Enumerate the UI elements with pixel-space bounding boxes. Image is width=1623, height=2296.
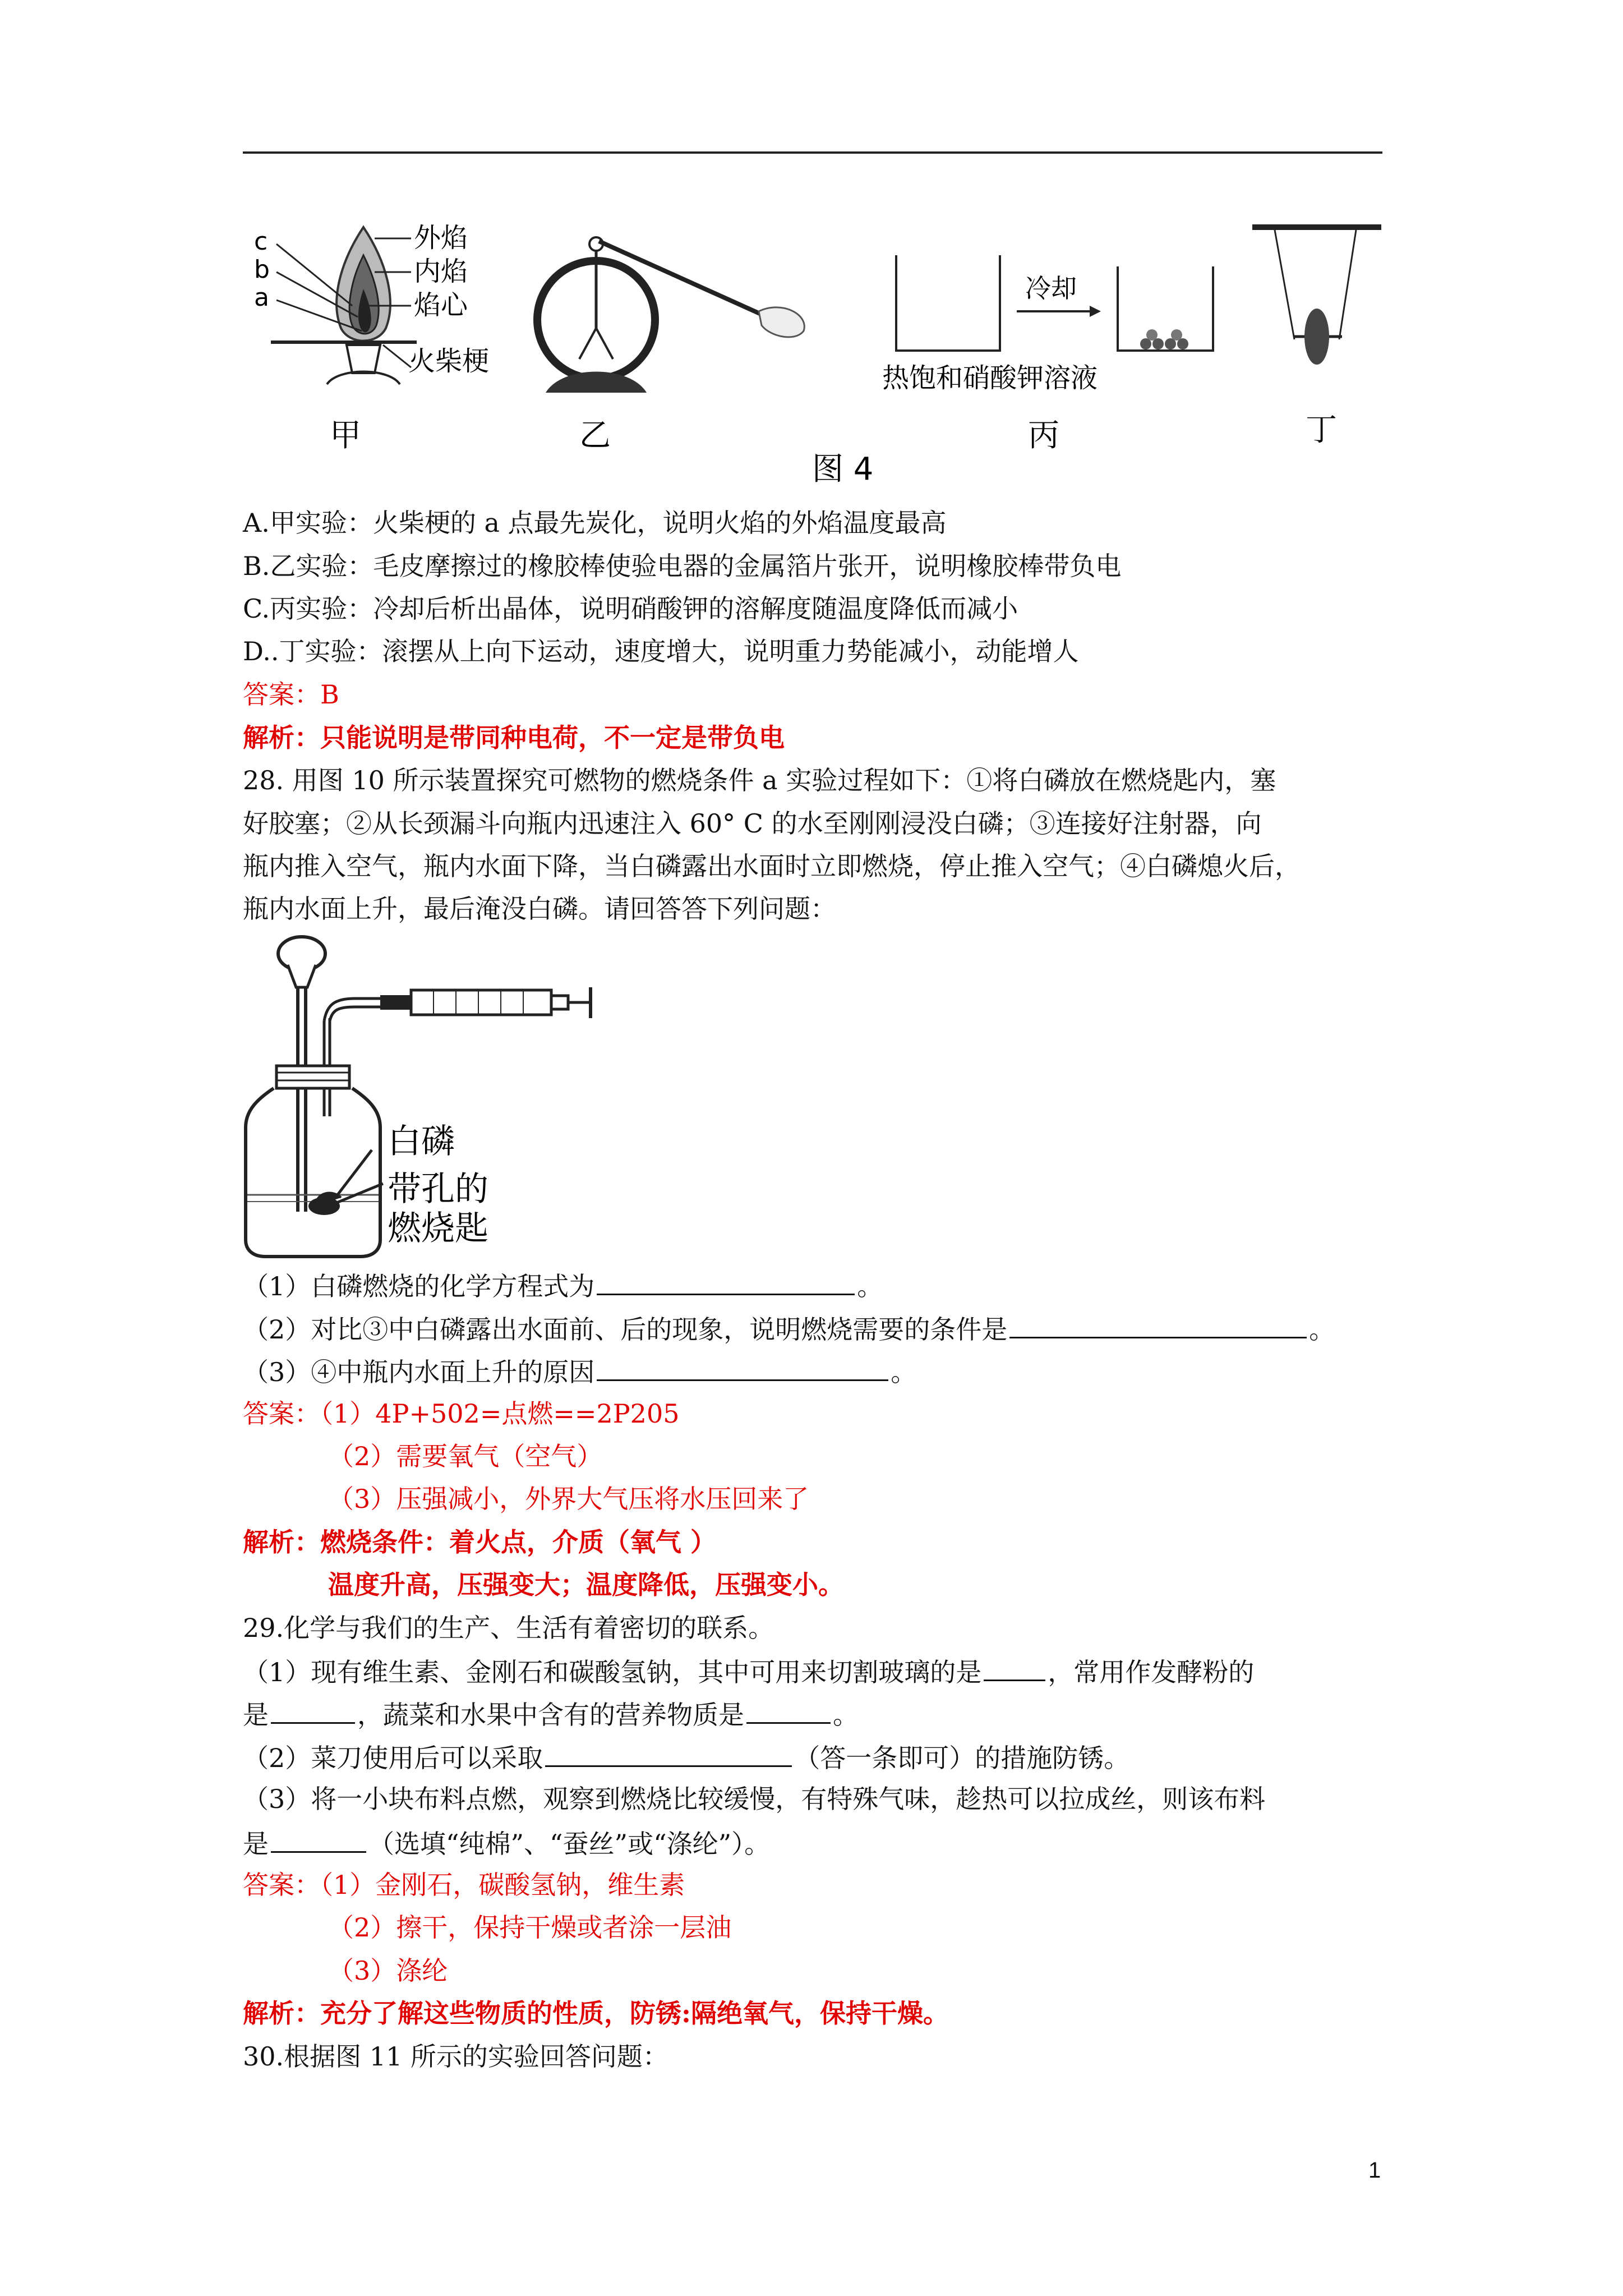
q28-text-line-2: 好胶塞；②从长颈漏斗向瓶内迅速注入 60° C 的水至刚刚浸没白磷；③连接好注射器，向 [243,808,1262,839]
header-rule [243,151,1382,154]
q30-text: 30.根据图 11 所示的实验回答问题： [243,2041,668,2072]
inner-flame-label: 内焰 [414,256,468,287]
q29-line-2-text-a: 是 [243,1700,269,1730]
q29-line-4: （3）将一小块布料点燃，观察到燃烧比较缓慢，有特殊气味，趁热可以拉成丝，则该布料 [243,1784,1266,1814]
q28-sub-1-end: 。 [857,1271,883,1301]
q28-explanation-1: 解析：燃烧条件：着火点，介质（氧气 ） [243,1527,717,1557]
spoon-label-line-2: 燃烧匙 [388,1209,488,1248]
q28-sub-1-blank[interactable] [597,1268,855,1295]
q29-line-3-text-a: （2）菜刀使用后可以采取 [243,1743,543,1773]
q29-blank-nutrient[interactable] [746,1696,831,1724]
flame-label-c: c [254,227,268,256]
q29-answer-2: （2）擦干，保持干燥或者涂一层油 [328,1912,732,1943]
outer-flame-label: 外焰 [414,222,468,254]
q29-answer-1: 答案：（1）金刚石，碳酸氢钠，维生素 [243,1870,685,1900]
q28-text-line-1: 28. 用图 10 所示装置探究可燃物的燃烧条件 a 实验过程如下：①将白磷放在燃烧匙内，塞 [243,765,1276,795]
q28-answer-3: （3）压强减小，外界大气压将水压回来了 [328,1484,809,1514]
q29-line-1-text-a: （1）现有维生素、金刚石和碳酸氢钠，其中可用来切割玻璃的是 [243,1657,982,1687]
q28-text-line-3: 瓶内推入空气，瓶内水面下降，当白磷露出水面时立即燃烧，停止推入空气；④白磷熄火后， [243,851,1301,881]
q28-text-line-4: 瓶内水面上升，最后淹没白磷。请回答答下列问题： [243,894,836,924]
flame-core-label: 焰心 [414,289,468,321]
q29-blank-rust[interactable] [545,1740,792,1767]
q29-line-2 [243,1696,859,1732]
beakers-diagram [882,255,1213,394]
figure-4 [243,216,1387,494]
q29-line-1-text-b: ，常用作发酵粉的 [1048,1657,1255,1687]
option-d: D..丁实验：滚摆从上向下运动，速度增大，说明重力势能减小，动能增人 [243,636,1079,666]
panel-label-jia: 甲 [330,417,361,454]
option-a: A.甲实验：火柴梗的 a 点最先炭化，说明火焰的外焰温度最高 [243,508,947,538]
q29-blank-baking[interactable] [271,1696,355,1724]
pendulum-diagram [1252,227,1381,365]
option-c: C.丙实验：冷却后析出晶体，说明硝酸钾的溶解度随温度降低而减小 [243,593,1018,624]
q29-line-3-text-b: （答一条即可）的措施防锈。 [794,1743,1130,1773]
figure-4-caption: 图 4 [812,451,874,487]
q28-sub-2-end: 。 [1309,1314,1335,1345]
solution-label: 热饱和硝酸钾溶液 [882,362,1098,394]
q28-sub-1-text: （1）白磷燃烧的化学方程式为 [243,1271,595,1301]
q29-title: 29.化学与我们的生产、生活有着密切的联系。 [243,1613,774,1643]
q29-line-2-text-c: 。 [833,1700,859,1730]
option-b: B.乙实验：毛皮摩擦过的橡胶棒使验电器的金属箔片张开，说明橡胶棒带负电 [243,551,1122,581]
flame-label-b: b [254,255,270,284]
phosphorus-label: 白磷 [388,1122,455,1161]
electroscope-diagram [537,237,804,393]
q28-sub-3 [243,1354,916,1389]
panel-label-yi: 乙 [579,417,611,454]
q29-line-1 [243,1654,1254,1689]
q28-sub-3-text: （3）④中瓶内水面上升的原因 [243,1357,595,1387]
q28-answer-2: （2）需要氧气（空气） [328,1441,603,1471]
q29-line-2-text-b: ，蔬菜和水果中含有的营养物质是 [357,1700,744,1730]
q29-line-3 [243,1740,1129,1775]
q28-sub-1 [243,1268,883,1303]
flame-diagram [254,222,489,384]
q29-blank-glass[interactable] [984,1654,1045,1681]
q29-line-5-text-b: （选填“纯棉”、“蚕丝”或“涤纶”）。 [368,1829,771,1859]
match-label: 火柴梗 [408,346,490,377]
q29-answer-3: （3）涤纶 [328,1955,448,1986]
q28-sub-2 [243,1311,1335,1346]
q28-sub-3-end: 。 [891,1357,917,1387]
q28-sub-2-blank[interactable] [1009,1311,1307,1338]
q29-line-5-text-a: 是 [243,1829,269,1859]
panel-label-bing: 丙 [1028,417,1059,454]
q28-sub-2-text: （2）对比③中白磷露出水面前、后的现象，说明燃烧需要的条件是 [243,1314,1008,1345]
q27-answer: 答案：B [243,679,339,710]
panel-label-ding: 丁 [1306,412,1337,448]
q29-explanation: 解析：充分了解这些物质的性质，防锈:隔绝氧气，保持干燥。 [243,1998,949,2028]
q29-line-5 [243,1825,770,1861]
cooling-label: 冷却 [1025,273,1077,303]
spoon-label-line-1: 带孔的 [388,1170,488,1209]
flame-label-a: a [254,283,269,312]
q28-explanation-2: 温度升高，压强变大；温度降低，压强变小。 [328,1570,844,1600]
q28-sub-3-blank[interactable] [597,1354,888,1381]
q28-answer-1: 答案：（1）4P+502=点燃==2P205 [243,1398,680,1429]
page-number: 1 [1368,2158,1381,2183]
q29-blank-fabric[interactable] [271,1825,366,1853]
q27-explanation: 解析：只能说明是带同种电荷，不一定是带负电 [243,723,785,753]
figure-10 [243,926,602,1262]
